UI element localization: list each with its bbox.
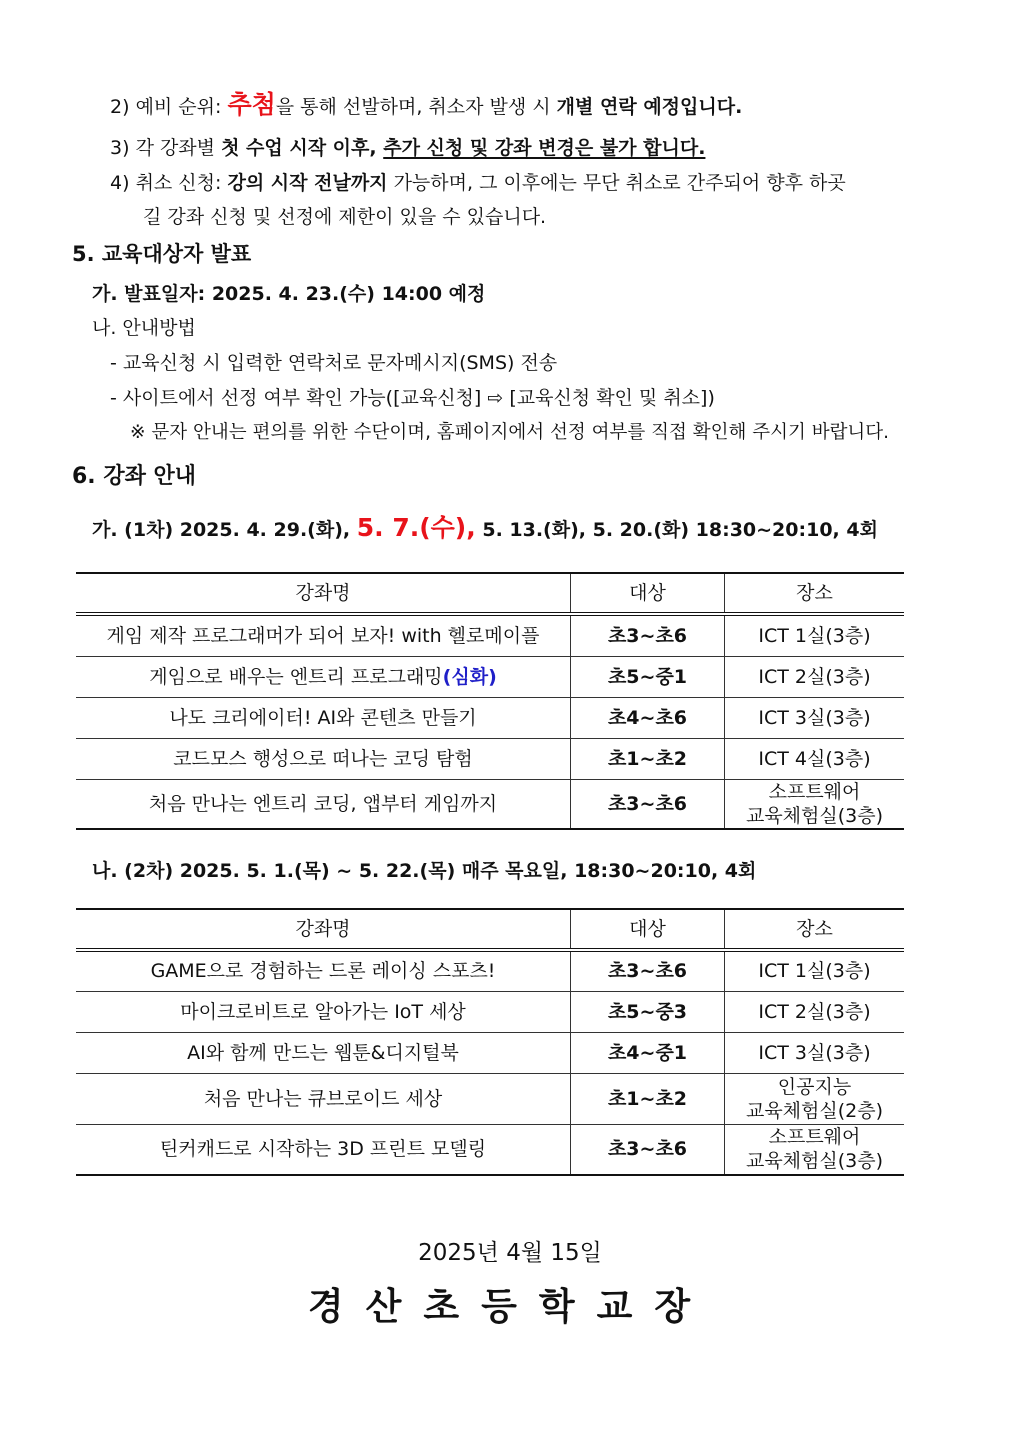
- table-row: [76, 738, 904, 779]
- course-name: 처음 만나는 큐브로이드 세상: [76, 1073, 571, 1124]
- item-4-bold: 강의 시작 전날까지: [227, 172, 388, 194]
- course-name: 틴커캐드로 시작하는 3D 프린트 모델링: [76, 1124, 571, 1175]
- table-header-row: [76, 909, 904, 950]
- item-4-num: 4): [110, 172, 130, 194]
- item-2-bold: 개별 연락 예정입니다.: [556, 96, 743, 118]
- course-place-line-2: 교육체험실(2층): [745, 1099, 884, 1122]
- item-2-mid: 을 통해 선발하며, 취소자 발생 시: [275, 96, 557, 118]
- header-course-name: 강좌명: [76, 909, 571, 950]
- table-row: [76, 656, 904, 697]
- course-name: AI와 함께 만드는 웹툰&디지털북: [76, 1032, 571, 1073]
- course-target: 초4~초6: [571, 697, 725, 738]
- item-2-draw: 추첨: [227, 90, 276, 119]
- table-row: [76, 779, 904, 829]
- course-place: ICT 2실(3층): [725, 991, 905, 1032]
- item-3-bold-underline: 추가 신청 및 강좌 변경은 불가 합니다.: [383, 137, 706, 159]
- session-1-pre: 가. (1차) 2025. 4. 29.(화),: [92, 519, 357, 541]
- header-place: 장소: [725, 909, 905, 950]
- item-3: [110, 136, 705, 160]
- item-2-num: 2): [110, 96, 130, 118]
- header-target: 대상: [571, 909, 725, 950]
- course-target: 초3~초6: [571, 779, 725, 829]
- item-2-pre: 예비 순위:: [135, 96, 228, 118]
- item-4: [110, 171, 846, 195]
- session-1-red-date: 5. 7.(수),: [356, 513, 476, 542]
- table-row: [76, 991, 904, 1032]
- course-target: 초3~초6: [571, 614, 725, 656]
- section-5-bullet-sms: - 교육신청 시 입력한 연락처로 문자메시지(SMS) 전송: [110, 352, 558, 374]
- course-target: 초3~초6: [571, 950, 725, 991]
- course-name: 나도 크리에이터! AI와 콘텐츠 만들기: [76, 697, 571, 738]
- section-6-heading: 6. 강좌 안내: [72, 464, 196, 489]
- course-target: 초5~중3: [571, 991, 725, 1032]
- course-place: [725, 1124, 905, 1175]
- course-table-1: [76, 572, 904, 830]
- course-place: [725, 779, 905, 829]
- course-place-line-2: 교육체험실(3층): [745, 1150, 884, 1173]
- table-row: [76, 1073, 904, 1124]
- course-name: 코드모스 행성으로 떠나는 코딩 탐험: [76, 738, 571, 779]
- item-4-continuation: 길 강좌 신청 및 선정에 제한이 있을 수 있습니다.: [143, 206, 547, 228]
- course-place: ICT 1실(3층): [725, 614, 905, 656]
- section-5-bullet-site: [110, 386, 715, 410]
- course-place-line-1: 소프트웨어: [768, 1126, 861, 1149]
- course-place: ICT 1실(3층): [725, 950, 905, 991]
- bullet-site-pre: - 사이트에서 선정 여부 확인 가능([교육신청]: [110, 387, 488, 409]
- course-name: 처음 만나는 엔트리 코딩, 앱부터 게임까지: [76, 779, 571, 829]
- table-row: [76, 697, 904, 738]
- section-5-note: ※ 문자 안내는 편의를 위한 수단이며, 홈페이지에서 선정 여부를 직접 확인해 주시기 바랍니다.: [130, 422, 890, 443]
- section-5-announce-date: 가. 발표일자: 2025. 4. 23.(수) 14:00 예정: [92, 283, 486, 305]
- course-target: 초1~초2: [571, 1073, 725, 1124]
- course-place: ICT 3실(3층): [725, 697, 905, 738]
- item-2: [110, 90, 743, 119]
- course-name: [76, 656, 571, 697]
- table-row: [76, 1124, 904, 1175]
- course-name: GAME으로 경험하는 드론 레이싱 스포츠!: [76, 950, 571, 991]
- item-4-pre: 취소 신청:: [135, 172, 228, 194]
- course-name-main: 게임으로 배우는 엔트리 프로그래밍: [149, 665, 443, 688]
- section-5-method-label: 나. 안내방법: [92, 317, 196, 339]
- section-6-session-2: 나. (2차) 2025. 5. 1.(목) ~ 5. 22.(목) 매주 목요일, 18:30~20:10, 4회: [92, 860, 757, 882]
- course-place: [725, 1073, 905, 1124]
- table-row: [76, 1032, 904, 1073]
- course-target: 초3~초6: [571, 1124, 725, 1175]
- course-place: ICT 2실(3층): [725, 656, 905, 697]
- course-table-2: [76, 908, 904, 1176]
- header-place: 장소: [725, 573, 905, 614]
- table-row: [76, 614, 904, 656]
- principal-signature: 경산초등학교장: [307, 1285, 713, 1328]
- course-place-line-1: 인공지능: [777, 1075, 852, 1098]
- section-6-session-1: [92, 513, 878, 542]
- course-name-advanced-tag: (심화): [442, 665, 497, 688]
- item-3-num: 3): [110, 137, 130, 159]
- table-row: [76, 950, 904, 991]
- document-date: 2025년 4월 15일: [418, 1240, 602, 1266]
- course-name: 게임 제작 프로그래머가 되어 보자! with 헬로메이플: [76, 614, 571, 656]
- course-place: ICT 4실(3층): [725, 738, 905, 779]
- course-target: 초1~초2: [571, 738, 725, 779]
- course-place: ICT 3실(3층): [725, 1032, 905, 1073]
- course-place-line-1: 소프트웨어: [768, 780, 861, 803]
- header-course-name: 강좌명: [76, 573, 571, 614]
- item-3-bold: 첫 수업 시작 이후,: [221, 137, 384, 159]
- course-name: 마이크로비트로 알아가는 IoT 세상: [76, 991, 571, 1032]
- section-5-heading: 5. 교육대상자 발표: [72, 242, 252, 266]
- header-target: 대상: [571, 573, 725, 614]
- table-header-row: [76, 573, 904, 614]
- course-place-line-2: 교육체험실(3층): [745, 804, 884, 827]
- item-3-pre: 각 강좌별: [135, 137, 222, 159]
- course-target: 초4~중1: [571, 1032, 725, 1073]
- arrow-icon: ⇨: [487, 387, 504, 409]
- item-4-post: 가능하며, 그 이후에는 무단 취소로 간주되어 향후 하곳: [387, 172, 846, 194]
- bullet-site-post: [교육신청 확인 및 취소]): [503, 387, 715, 409]
- session-1-post: 5. 13.(화), 5. 20.(화) 18:30~20:10, 4회: [475, 519, 878, 541]
- course-target: 초5~중1: [571, 656, 725, 697]
